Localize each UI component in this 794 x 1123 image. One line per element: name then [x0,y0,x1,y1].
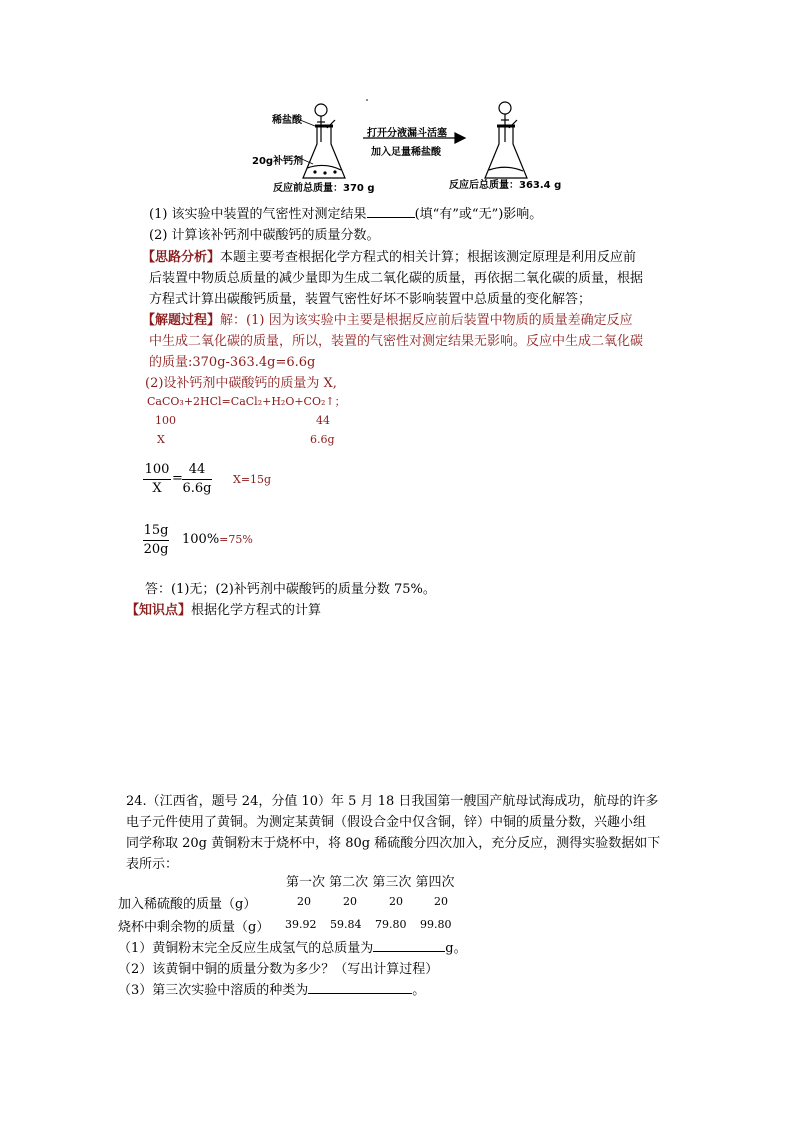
fraction-100-over-x: 100 X [144,462,170,496]
table-row-acid-v4: 20 [434,895,448,908]
solution-line-2: 中生成二氧化碳的质量，所以，装置的气密性对测定结果无影响。反应中生成二氧化碳 [149,334,644,349]
fraction-15g-over-20g: 15g 20g [143,523,169,557]
answer-line: 答：(1)无；(2)补钙剂中碳酸钙的质量分数 75%。 [145,582,436,597]
header-3: 第三次 [372,875,412,890]
sample-label: 20g补钙剂 [252,156,304,167]
analysis-line-1: 【思路分析】本题主要考查根据化学方程式的相关计算；根据该测定原理是利用反应前 [142,250,637,265]
ratio-right-top: 44 [316,414,330,427]
table-row-remain-label: 烧杯中剩余物的质量（g） [118,920,270,935]
mass-after-label: 反应后总质量：363.4 g [449,180,562,191]
mass-before-label: 反应前总质量：370 g [273,183,375,194]
knowledge-tag: 【知识点】 [126,603,192,618]
q24-line-3: 同学称取 20g 黄铜粉末于烧杯中，将 80g 稀硫酸分四次加入，充分反应，测得实验数据如下 [126,836,661,851]
question-2-line: (2) 计算该补钙剂中碳酸钙的质量分数。 [149,228,380,243]
q24-line-4: 表所示： [126,857,179,872]
header-2: 第二次 [329,875,369,890]
table-row-acid-v3: 20 [389,895,403,908]
table-row-remain-v2: 59.84 [330,918,362,931]
table-header-row [286,871,454,890]
q24-sub-2: （2）该黄铜中铜的质量分数为多少？（写出计算过程） [118,962,439,977]
table-row-remain-v4: 99.80 [420,918,452,931]
analysis-line-2: 后装置中物质总质量的减少量即为生成二氧化碳的质量，再依据二氧化碳的质量，根据 [149,271,644,286]
table-row-remain-v1: 39.92 [285,918,317,931]
solution-tag: 【解题过程】 [142,313,221,328]
arrow-bottom-label: 加入足量稀盐酸 [371,147,441,158]
x-result: X=15g [233,473,272,486]
solution-line-1: 【解题过程】解：(1) 因为该实验中主要是根据反应前后装置中物质的质量差确定反应 [142,313,633,328]
fraction-44-over-6.6g: 44 6.6g [182,462,212,496]
q24-line-1: 24.（江西省，题号 24，分值 10）年 5 月 18 日我国第一艘国产航母试海成功，航母的许多 [126,794,659,809]
ratio-left-top: 100 [155,414,176,427]
answer-blank-solute [308,981,412,994]
answer-blank-hydrogen [373,939,445,952]
analysis-tag: 【思路分析】 [142,250,221,265]
flask-after [485,102,527,178]
table-row-remain-v3: 79.80 [375,918,407,931]
table-row-acid-v1: 20 [297,895,311,908]
answer-blank-1 [367,205,415,218]
percent-text: 100%=75% [182,532,253,547]
q24-sub-3: （3）第三次实验中溶质的种类为 。 [118,983,426,998]
solution-line-3: 的质量:370g-363.4g=6.6g [149,355,316,370]
knowledge-line: 【知识点】根据化学方程式的计算 [126,603,322,618]
equals-sign: = [172,471,183,486]
acid-label: 稀盐酸 [272,115,302,126]
q24-line-2: 电子元件使用了黄铜。为测定某黄铜（假设合金中仅含铜，锌）中铜的质量分数，兴趣小组 [126,815,647,830]
q24-sub-1: （1）黄铜粉末完全反应生成氢气的总质量为 g。 [118,941,467,956]
chemical-equation: CaCO₃+2HCl=CaCl₂+H₂O+CO₂↑； [147,395,346,408]
ratio-right-bottom: 6.6g [310,433,335,446]
ratio-left-bottom: X [157,433,165,446]
table-row-acid-label: 加入稀硫酸的质量（g） [118,897,257,912]
header-1: 第一次 [286,875,326,890]
step-2-line: (2)设补钙剂中碳酸钙的质量为 X, [145,376,337,391]
analysis-line-3: 方程式计算出碳酸钙质量，装置气密性好坏不影响装置中总质量的变化解答； [149,292,592,307]
header-4: 第四次 [415,875,455,890]
table-row-acid-v2: 20 [343,895,357,908]
arrow-top-label: 打开分液漏斗活塞 [367,128,447,139]
question-1-line: (1) 该实验中装置的气密性对测定结果 (填“有”或“无”)影响。 [149,207,543,222]
